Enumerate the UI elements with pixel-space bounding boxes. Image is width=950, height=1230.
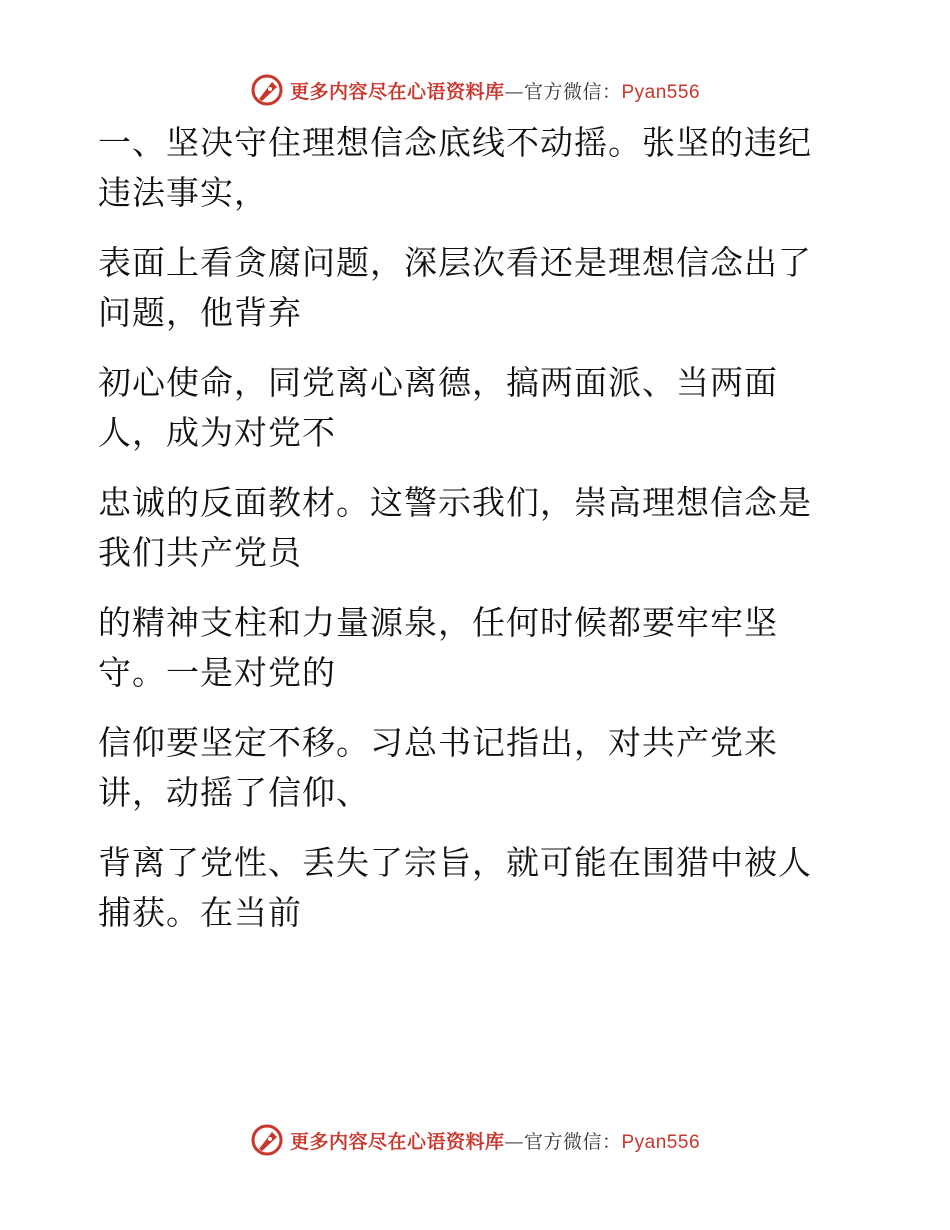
- pen-nib-logo-icon: [250, 1123, 284, 1157]
- paragraph: [98, 838, 838, 938]
- paragraph-line: 违法事实，: [98, 173, 268, 212]
- paragraph-line: 我们共产党员: [98, 533, 302, 572]
- paragraph-line: 初心使命，同党离心离德，搞两面派、当两面: [98, 363, 778, 402]
- header-watermark: [0, 70, 950, 110]
- paragraph-line: 表面上看贪腐问题，深层次看还是理想信念出了: [98, 243, 812, 282]
- paragraph-line: 一、坚决守住理想信念底线不动摇。张坚的违纪: [98, 123, 812, 162]
- document-body: [98, 118, 838, 958]
- paragraph-line: 问题，他背弃: [98, 293, 302, 332]
- watermark-text: 更多内容尽在心语资料库—官方微信：Pyan556: [289, 80, 701, 103]
- pen-nib-logo-icon: [250, 73, 284, 107]
- paragraph: [98, 598, 838, 698]
- paragraph-line: 背离了党性、丢失了宗旨，就可能在围猎中被人: [98, 843, 812, 882]
- paragraph-line: 守。一是对党的: [98, 653, 336, 692]
- watermark-text: 更多内容尽在心语资料库—官方微信：Pyan556: [289, 1130, 701, 1153]
- paragraph: [98, 358, 838, 458]
- paragraph: [98, 118, 838, 218]
- paragraph-line: 捕获。在当前: [98, 893, 302, 932]
- paragraph: [98, 478, 838, 578]
- footer-watermark: [0, 1120, 950, 1160]
- paragraph-line: 讲，动摇了信仰、: [98, 773, 370, 812]
- paragraph-line: 信仰要坚定不移。习总书记指出，对共产党来: [98, 723, 778, 762]
- paragraph: [98, 718, 838, 818]
- paragraph: [98, 238, 838, 338]
- paragraph-line: 忠诚的反面教材。这警示我们，崇高理想信念是: [98, 483, 812, 522]
- paragraph-line: 人，成为对党不: [98, 413, 336, 452]
- paragraph-line: 的精神支柱和力量源泉，任何时候都要牢牢坚: [98, 603, 778, 642]
